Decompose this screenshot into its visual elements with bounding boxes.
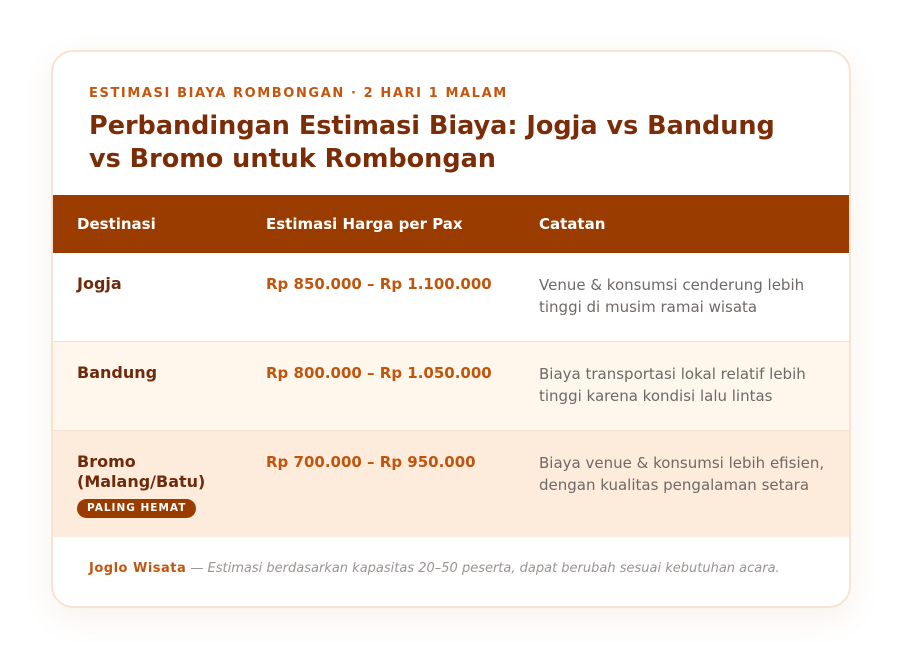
card-footer <box>89 560 780 578</box>
column-header-destination: Destinasi <box>77 215 156 233</box>
comparison-table <box>53 195 849 537</box>
destination-name: Bromo (Malang/Batu) <box>77 452 206 491</box>
cost-comparison-card <box>51 50 851 608</box>
note-cell: Venue & konsumsi cenderung lebih tinggi di musim ramai wisata <box>539 276 805 316</box>
disclaimer-text: — Estimasi berdasarkan kapasitas 20–50 peserta, dapat berubah sesuai kebutuhan acara. <box>190 561 780 576</box>
table-row-jogja <box>53 253 849 341</box>
table-row-bandung <box>53 341 849 430</box>
destination-cell: Jogja <box>77 274 122 293</box>
price-cell: Rp 850.000 – Rp 1.100.000 <box>266 275 492 293</box>
card-header <box>89 85 813 176</box>
table-row-bromo <box>53 430 849 537</box>
column-header-notes: Catatan <box>539 215 606 233</box>
eyebrow-label: ESTIMASI BIAYA ROMBONGAN · 2 HARI 1 MALAM <box>89 86 508 101</box>
note-cell: Biaya transportasi lokal relatif lebih tinggi karena kondisi lalu lintas <box>539 365 806 405</box>
table-header <box>53 195 849 253</box>
note-cell: Biaya venue & konsumsi lebih efisien, dengan kualitas pengalaman setara <box>539 454 825 494</box>
page-title: Perbandingan Estimasi Biaya: Jogja vs Bandung vs Bromo untuk Rombongan <box>89 111 775 174</box>
column-header-price: Estimasi Harga per Pax <box>266 215 463 233</box>
price-cell: Rp 700.000 – Rp 950.000 <box>266 453 476 471</box>
destination-cell: Bandung <box>77 363 158 382</box>
brand-name: Joglo Wisata <box>89 561 187 576</box>
destination-cell <box>77 452 247 518</box>
cheapest-badge: PALING HEMAT <box>77 499 196 518</box>
price-cell: Rp 800.000 – Rp 1.050.000 <box>266 364 492 382</box>
